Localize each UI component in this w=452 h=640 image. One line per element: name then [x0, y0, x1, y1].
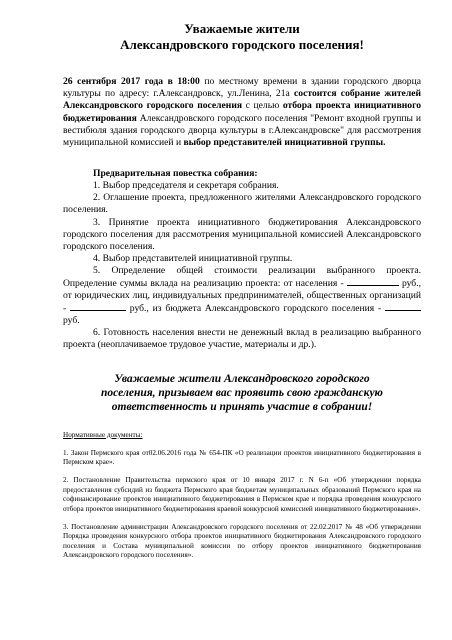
- agenda-item-4: 4. Выбор представителей инициативной группы.: [93, 252, 293, 264]
- title-line-2: Александровского городского поселения!: [120, 37, 364, 52]
- appeal-block: [63, 372, 421, 414]
- agenda-item-3: 3. Принятие проекта инициативного бюджетирования Александровского городского поселения для рассмотрения муниципальной комиссией Александровского городского поселения.: [63, 216, 421, 252]
- page-title: [63, 21, 421, 53]
- intro-bold-3: выбор представителей инициативной группы.: [183, 137, 386, 149]
- intro-text-2: с целью: [242, 100, 283, 112]
- agenda-item-5: [63, 265, 421, 327]
- document-3: 3. Постановление администрации Александровского городского поселения от 22.02.2017 № 48 «Об утверждении Порядка проведения конкурсного отбора проектов инициативного бюджетирования Александровского городского поселения и Состава муниципальной комиссии по отбору проектов инициативного бюджетирования Александровского городского поселения».: [63, 522, 421, 560]
- intro-bold-1: состоится собрание жителей Александровского городского поселения: [63, 88, 421, 112]
- organizations-amount-blank: [70, 302, 126, 311]
- agenda-item-5-part-d: руб.: [63, 315, 80, 327]
- agenda-heading: Предварительная повестка собрания:: [93, 168, 258, 180]
- appeal-line-2: поселения, призываем вас проявить свою гражданскую: [101, 386, 383, 399]
- budget-amount-blank: [385, 302, 421, 311]
- agenda-list: [63, 180, 421, 351]
- intro-text-3: Александровского городского поселения "Ремонт входной группы и вестибюля здания городского дворца культуры в г.Александровске" для рассмотрения муниципальной комиссией и: [63, 112, 421, 149]
- appeal-line-1: Уважаемые жители Александровского городского: [114, 372, 370, 385]
- document-2: 2. Постановление Правительства пермского края от 10 января 2017 г. N 6-п «Об утверждении порядка предоставления субсидий из бюджета Пермского края бюджетам муниципальных образований Пермского края на софинансирование проектов инициативного бюджетирования в Пермском крае и порядка проведения конкурсного отбора проектов инициативного бюджетирования краевой конкурсной комиссией инициативного бюджетирования».: [63, 476, 421, 513]
- intro-bold-2: отбора проекта инициативного бюджетирования: [63, 100, 422, 124]
- meeting-date-time: 26 сентября 2017 года в 18:00: [63, 76, 200, 87]
- documents-heading: Нормативные документы:: [63, 430, 143, 439]
- agenda-item-2: 2. Оглашение проекта, предложенного жителями Александровского городского поселения.: [63, 192, 421, 216]
- document-1: 1. Закон Пермского края от02.06.2016 года № 654-ПК «О реализации проектов инициативного бюджетирования в Пермском крае».: [63, 448, 421, 466]
- intro-paragraph: [63, 76, 421, 149]
- agenda-item-5-part-a: 5. Определение общей стоимости реализации выбранного проекта. Определение суммы вклада на реализацию проекта: от населения -: [63, 264, 421, 289]
- agenda-item-1: 1. Выбор председателя и секретаря собрания.: [93, 180, 279, 192]
- agenda-item-6: 6. Готовность населения внести не денежный вклад в реализацию выбранного проекта (неоплачиваемое трудовое участие, материалы и др.).: [63, 327, 421, 351]
- population-amount-blank: [347, 277, 399, 286]
- announcement-page: [63, 0, 421, 561]
- title-line-1: Уважаемые жители: [184, 21, 300, 36]
- agenda-item-5-part-c: руб., из бюджета Александровского городского поселения -: [129, 303, 382, 315]
- intro-text-1: по местному времени в здании городского дворца культуры по адресу: г.Александровск, ул.Ленина, 21а: [63, 76, 421, 100]
- agenda-item-5-part-b: руб., от юридических лиц, индивидуальных предпринимателей, общественных организаций -: [63, 277, 421, 315]
- appeal-line-3: ответственность и принять участие в собрании!: [111, 400, 373, 413]
